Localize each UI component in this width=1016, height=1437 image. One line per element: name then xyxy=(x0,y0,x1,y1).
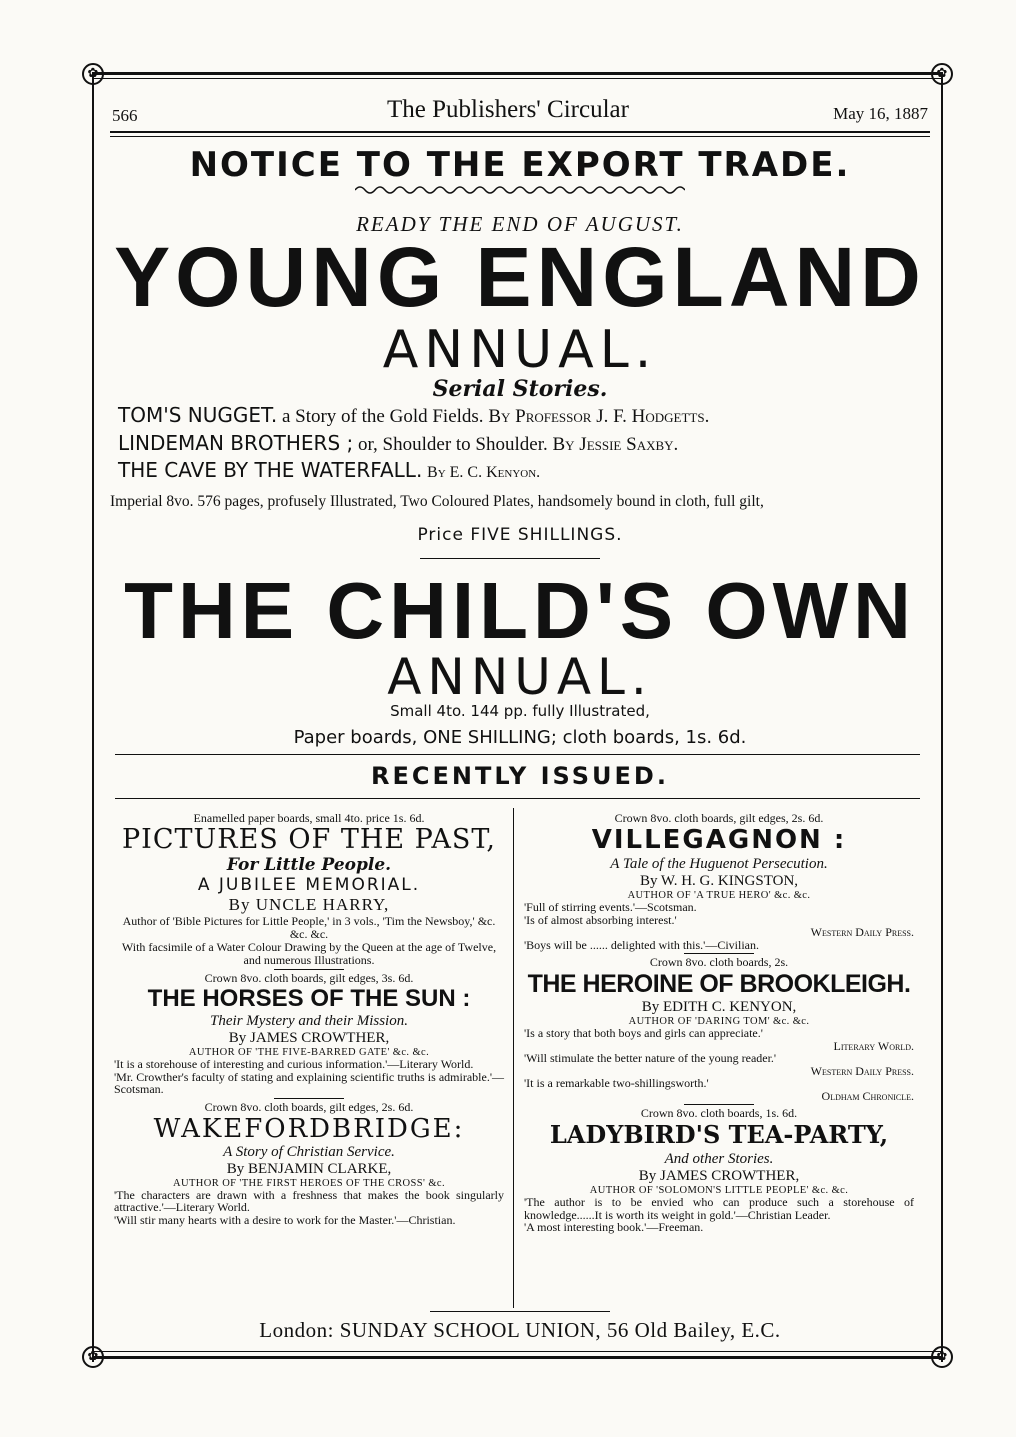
corner-ornament-icon: ✿ xyxy=(931,63,953,85)
review-quote: 'A most interesting book.'—Freeman. xyxy=(524,1220,704,1234)
ready-date-line: READY THE END OF AUGUST. xyxy=(356,212,684,236)
author-of: AUTHOR OF 'THE FIRST HEROES OF THE CROSS' &c. xyxy=(173,1177,445,1189)
childs-own-annual: ANNUAL. xyxy=(387,648,653,706)
book-subtitle: For Little People. xyxy=(226,855,392,875)
book-author: By JAMES CROWTHER, xyxy=(228,1030,390,1046)
footer-rule xyxy=(430,1311,610,1312)
review-quote: 'Boys will be ...... delighted with this.'—Civilian. xyxy=(524,937,759,952)
book-subtitle: A Tale of the Huguenot Persecution. xyxy=(610,856,828,872)
book-separator xyxy=(274,969,344,970)
page-number: 566 xyxy=(112,106,138,125)
book-subtitle: And other Stories. xyxy=(664,1151,774,1167)
review-quote: 'The author is to be envied who can produce such a storehouse of knowledge......It is worth its weight in gold.'—Christian Leader. xyxy=(524,1195,914,1222)
right-column xyxy=(524,812,914,1234)
story-line-2 xyxy=(118,431,938,456)
book-author: By BENJAMIN CLARKE, xyxy=(226,1160,392,1177)
book-author: By EDITH C. KENYON, xyxy=(641,999,797,1015)
header-rule-thin xyxy=(110,136,930,137)
column-divider xyxy=(513,808,514,1308)
story-line-3 xyxy=(118,458,938,483)
young-england-title: YOUNG ENGLAND xyxy=(114,230,926,324)
book-format: Enamelled paper boards, small 4to. price 1s. 6d. xyxy=(193,811,425,825)
top-border-rule xyxy=(92,72,942,75)
book-title: VILLEGAGNON : xyxy=(591,825,847,855)
childs-own-price: Paper boards, ONE SHILLING; cloth boards, 1s. 6d. xyxy=(293,727,747,748)
young-england-price: Price FIVE SHILLINGS. xyxy=(417,525,623,545)
book-title: THE HORSES OF THE SUN : xyxy=(147,985,471,1012)
wavy-divider-icon xyxy=(355,184,685,196)
book-format: Crown 8vo. cloth boards, 1s. 6d. xyxy=(640,1106,798,1120)
book-format: Crown 8vo. cloth boards, gilt edges, 3s. 6d. xyxy=(204,971,414,985)
review-quote: 'The characters are drawn with a freshness that makes the book singularly attractive.'—Literary World. xyxy=(114,1187,504,1214)
book-format: Crown 8vo. cloth boards, 2s. xyxy=(649,955,789,969)
jubilee-line: A JUBILEE MEMORIAL. xyxy=(197,875,421,895)
notice-heading: NOTICE TO THE EXPORT TRADE. xyxy=(189,145,851,185)
childs-own-description: Small 4to. 144 pp. fully Illustrated, xyxy=(390,702,650,720)
book-title: WAKEFORDBRIDGE: xyxy=(153,1113,465,1144)
book-title: THE HEROINE OF BROOKLEIGH. xyxy=(527,970,911,998)
journal-title: The Publishers' Circular xyxy=(387,96,629,123)
book-subtitle: Their Mystery and their Mission. xyxy=(210,1013,408,1029)
story-author-2: By Jessie Saxby. xyxy=(552,434,679,455)
story-author-3: By E. C. Kenyon. xyxy=(427,464,541,481)
young-england-annual: ANNUAL. xyxy=(382,320,658,380)
review-quote: 'Is a story that both boys and girls can appreciate.' xyxy=(524,1026,763,1040)
corner-ornament-icon: ✿ xyxy=(82,63,104,85)
story-title-2: LINDEMAN BROTHERS ; xyxy=(118,431,354,455)
story-desc-2: or, Shoulder to Shoulder. xyxy=(357,434,548,455)
recently-bottom-rule xyxy=(115,798,920,799)
story-title-1: TOM'S NUGGET. xyxy=(118,403,278,427)
story-title-3: THE CAVE BY THE WATERFALL. xyxy=(118,458,423,482)
book-format: Crown 8vo. cloth boards, gilt edges, 2s. 6d. xyxy=(614,811,824,825)
wavy-divider xyxy=(355,183,685,195)
top-border-rule-thin xyxy=(92,78,942,79)
header-rule xyxy=(110,131,930,133)
author-of: AUTHOR OF 'SOLOMON'S LITTLE PEOPLE' &c. &c. xyxy=(589,1185,849,1196)
right-border-rule xyxy=(941,72,943,1362)
review-quote: 'Will stir many hearts with a desire to work for the Master.'—Christian. xyxy=(114,1212,456,1227)
review-quote: 'Full of stirring events.'—Scotsman. xyxy=(524,900,697,914)
book-author: By UNCLE HARRY, xyxy=(228,895,390,914)
bottom-border-rule-thin xyxy=(92,1351,942,1352)
section-divider xyxy=(420,558,600,559)
serial-stories-heading: Serial Stories. xyxy=(432,376,608,402)
review-quote: 'It is a remarkable two-shillingsworth.' xyxy=(524,1076,709,1090)
book-author: By JAMES CROWTHER, xyxy=(638,1168,800,1184)
book-separator xyxy=(274,1098,344,1099)
book-subtitle: A Story of Christian Service. xyxy=(223,1143,395,1160)
review-quote: 'It is a storehouse of interesting and curious information.'—Literary World. xyxy=(114,1057,474,1071)
publisher-imprint: London: SUNDAY SCHOOL UNION, 56 Old Bailey, E.C. xyxy=(259,1318,781,1342)
story-desc-1: a Story of the Gold Fields. xyxy=(281,406,484,427)
review-source: Western Daily Press. xyxy=(810,925,914,939)
story-author-1: By Professor J. F. Hodgetts. xyxy=(488,406,710,427)
book-separator xyxy=(684,1104,754,1105)
book-title: PICTURES OF THE PAST, xyxy=(122,824,496,855)
review-source: Oldham Chronicle. xyxy=(821,1088,914,1103)
book-note: With facsimile of a Water Colour Drawing by the Queen at the age of Twelve, and numerous Illustrations. xyxy=(121,940,497,967)
childs-own-title: THE CHILD'S OWN xyxy=(124,566,916,655)
book-title: LADYBIRD'S TEA-PARTY, xyxy=(549,1120,889,1149)
bottom-border-rule xyxy=(92,1356,942,1359)
book-author: By W. H. G. KINGSTON, xyxy=(639,873,799,889)
author-of: AUTHOR OF 'A TRUE HERO' &c. &c. xyxy=(627,890,811,901)
review-source: Literary World. xyxy=(833,1038,914,1053)
issue-date: May 16, 1887 xyxy=(833,104,928,123)
review-quote: 'Is of almost absorbing interest.' xyxy=(524,912,677,927)
story-line-1 xyxy=(118,403,938,428)
left-border-rule xyxy=(92,72,94,1362)
recently-top-rule xyxy=(115,754,920,755)
author-of: AUTHOR OF 'DARING TOM' &c. &c. xyxy=(628,1016,810,1027)
review-quote: 'Will stimulate the better nature of the young reader.' xyxy=(524,1051,777,1065)
left-column xyxy=(114,812,504,1226)
book-note: Author of 'Bible Pictures for Little People,' in 3 vols., 'Tim the Newsboy,' &c. &c. &c. xyxy=(122,914,496,941)
recently-issued-heading: RECENTLY ISSUED. xyxy=(371,762,669,790)
young-england-description: Imperial 8vo. 576 pages, profusely Illustrated, Two Coloured Plates, handsomely bound in cloth, full gilt, xyxy=(110,493,764,510)
review-source: Western Daily Press. xyxy=(810,1063,914,1078)
book-format: Crown 8vo. cloth boards, gilt edges, 2s. 6d. xyxy=(204,1099,414,1114)
corner-ornament-icon: ✿ xyxy=(931,1346,953,1368)
review-quote: 'Mr. Crowther's faculty of stating and explaining scientific truths is admirable.'—Scotsman. xyxy=(114,1069,504,1096)
book-separator xyxy=(684,953,754,954)
corner-ornament-icon: ✿ xyxy=(82,1346,104,1368)
author-of: AUTHOR OF 'THE FIVE-BARRED GATE' &c. &c. xyxy=(188,1047,430,1058)
